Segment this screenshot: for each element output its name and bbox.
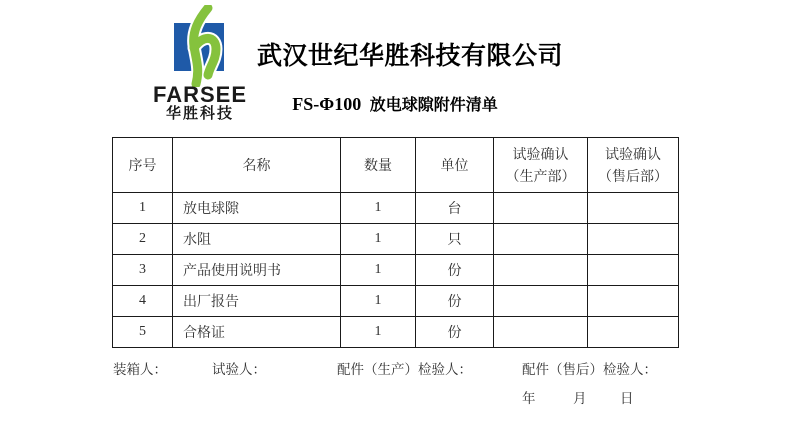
col-header-index: 序号 (113, 138, 173, 193)
cell-unit: 份 (416, 286, 494, 317)
cell-name: 放电球隙 (173, 193, 341, 224)
cell-qty: 1 (341, 224, 416, 255)
cell-qty: 1 (341, 317, 416, 348)
cell-index: 2 (113, 224, 173, 255)
cell-name: 出厂报告 (173, 286, 341, 317)
cell-qty: 1 (341, 255, 416, 286)
cell-name: 产品使用说明书 (173, 255, 341, 286)
cell-unit: 份 (416, 255, 494, 286)
table-row (113, 224, 679, 255)
farsee-logo-icon (155, 5, 245, 87)
cell-confirm-production (494, 286, 588, 317)
cell-confirm-production (494, 317, 588, 348)
cell-unit: 只 (416, 224, 494, 255)
cell-confirm-aftersales (588, 224, 679, 255)
col-header-name: 名称 (173, 138, 341, 193)
cell-confirm-production (494, 193, 588, 224)
cell-confirm-aftersales (588, 317, 679, 348)
aftersales-inspector-label: 配件（售后）检验人： (522, 362, 657, 377)
company-name-title: 武汉世纪华胜科技有限公司 (256, 42, 563, 70)
col-header-confirm-aftersales: 试验确认 （售后部） (588, 138, 679, 193)
cell-qty: 1 (341, 286, 416, 317)
production-inspector-label: 配件（生产）检验人： (337, 362, 472, 377)
table-row (113, 255, 679, 286)
cell-name: 合格证 (173, 317, 341, 348)
cell-unit: 台 (416, 193, 494, 224)
col-header-confirm-production: 试验确认 （生产部） (494, 138, 588, 193)
cell-confirm-production (494, 224, 588, 255)
document-title-text: 放电球隙附件清单 (369, 97, 498, 114)
logo-brand-chinese-text: 华胜科技 (165, 105, 234, 122)
table-row (113, 317, 679, 348)
cell-confirm-aftersales (588, 193, 679, 224)
logo-brand-text: FARSEE (152, 82, 248, 107)
cell-index: 5 (113, 317, 173, 348)
cell-index: 3 (113, 255, 173, 286)
date-year-label: 年 (522, 391, 536, 406)
document-title (240, 92, 550, 115)
date-day-label: 日 (620, 391, 634, 406)
table-row (113, 193, 679, 224)
packer-label: 装箱人： (113, 362, 167, 377)
col-header-unit: 单位 (416, 138, 494, 193)
tester-label: 试验人： (212, 362, 266, 377)
cell-unit: 份 (416, 317, 494, 348)
col-header-qty: 数量 (341, 138, 416, 193)
table-header-row (113, 138, 679, 193)
cell-index: 4 (113, 286, 173, 317)
cell-name: 水阻 (173, 224, 341, 255)
cell-confirm-aftersales (588, 255, 679, 286)
product-model: FS-Φ100 (292, 94, 362, 114)
date-month-label: 月 (573, 391, 587, 406)
accessories-table (112, 137, 679, 348)
company-logo (150, 5, 250, 122)
cell-confirm-production (494, 255, 588, 286)
cell-index: 1 (113, 193, 173, 224)
cell-qty: 1 (341, 193, 416, 224)
cell-confirm-aftersales (588, 286, 679, 317)
table-row (113, 286, 679, 317)
